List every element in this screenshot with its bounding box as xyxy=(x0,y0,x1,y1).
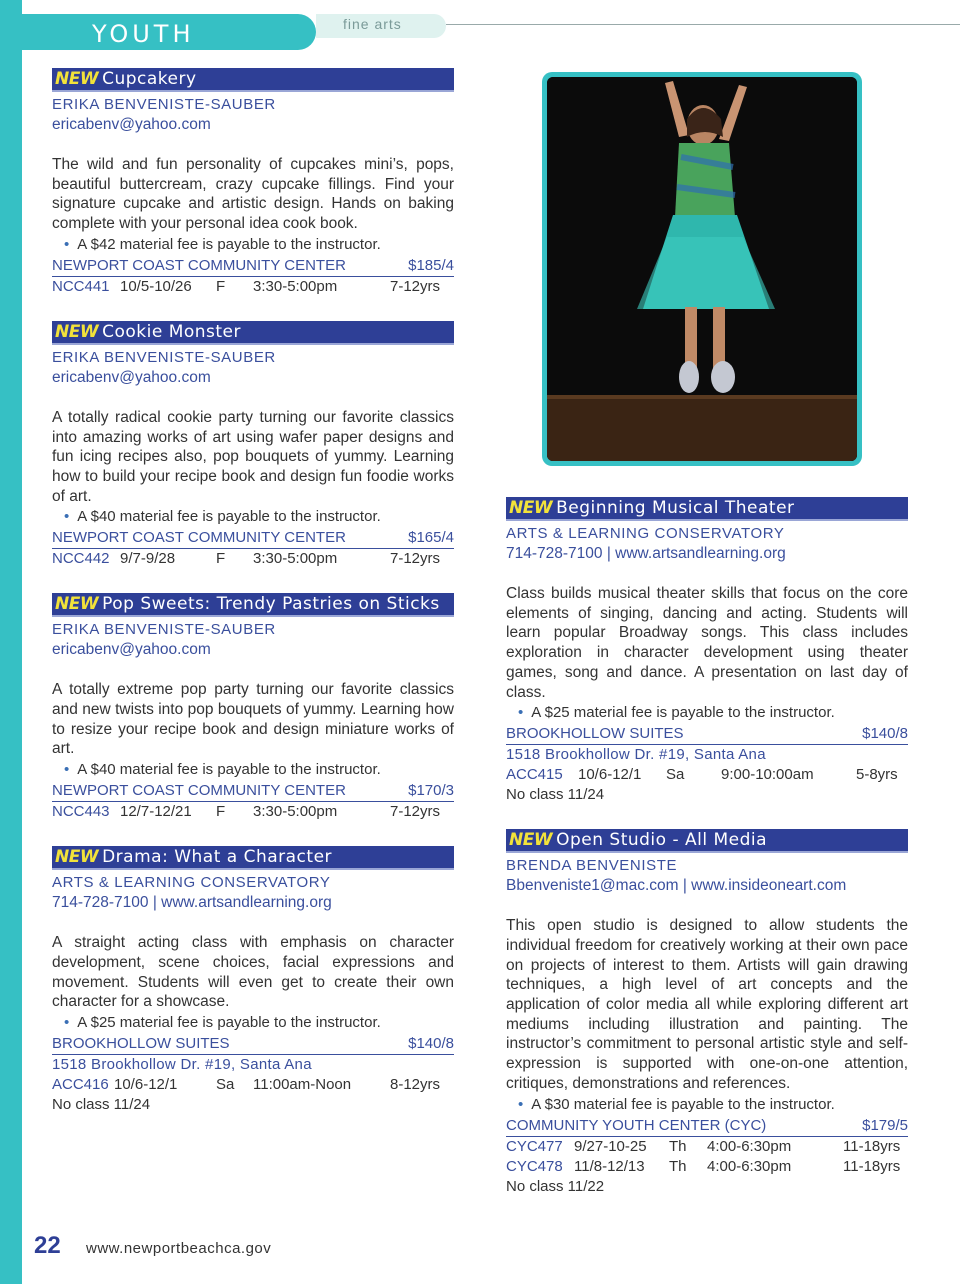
schedule-row xyxy=(506,1157,908,1177)
class-title-bar xyxy=(52,846,454,870)
time: 3:30-5:00pm xyxy=(253,803,338,821)
location-name: BROOKHOLLOW SUITES xyxy=(52,1034,230,1052)
location-line xyxy=(52,781,454,802)
class-code: CYC478 xyxy=(506,1157,563,1175)
new-badge: NEW xyxy=(55,594,99,615)
material-fee xyxy=(506,702,908,724)
new-badge: NEW xyxy=(509,830,553,851)
schedule-row xyxy=(506,1137,908,1157)
fee-text: A $42 material fee is payable to the instructor. xyxy=(77,235,381,253)
class-title-bar xyxy=(52,68,454,92)
ages: 5-8yrs xyxy=(856,766,898,784)
bullet-icon: • xyxy=(64,761,70,779)
schedule-row xyxy=(52,277,454,297)
schedule-row xyxy=(506,765,908,785)
price: $165/4 xyxy=(408,529,454,547)
material-fee xyxy=(52,759,454,781)
dates: 9/27-10-25 xyxy=(574,1137,647,1155)
contact-email-web[interactable]: Bbenveniste1@mac.com | www.insideoneart.com xyxy=(506,877,847,895)
time: 9:00-10:00am xyxy=(721,766,814,784)
class-description: This open studio is designed to allow students the individual freedom for creatively working at their own pace on projects of interest to them. Artists will gain drawing techniques, a high level of art concepts and the application of color media all while exploring different art mediums including illustration and painting. The instructor’s commitment to personal artistic style and self-expression is supported with one-on-one attention, critiques, demonstrations and references. xyxy=(506,917,908,1092)
class-code: CYC477 xyxy=(506,1137,563,1155)
instructor: ARTS & LEARNING CONSERVATORY xyxy=(506,525,785,542)
material-fee xyxy=(506,1094,908,1116)
bullet-icon: • xyxy=(518,1095,524,1113)
photo-frame xyxy=(542,72,862,466)
class-code: ACC415 xyxy=(506,766,563,784)
footer-website-link[interactable]: www.newportbeachca.gov xyxy=(86,1240,272,1257)
class-title: Drama: What a Character xyxy=(102,847,333,868)
location-name: BROOKHOLLOW SUITES xyxy=(506,725,684,743)
location-line xyxy=(52,1034,454,1055)
time: 4:00-6:30pm xyxy=(707,1157,792,1175)
ages: 8-12yrs xyxy=(390,1075,441,1093)
page-number: 22 xyxy=(34,1232,61,1259)
schedule-row xyxy=(52,802,454,822)
contact-phone-web[interactable]: 714-728-7100 | www.artsandlearning.org xyxy=(506,545,786,562)
price: $140/8 xyxy=(862,725,908,743)
address: 1518 Brookhollow Dr. #19, Santa Ana xyxy=(506,746,766,764)
day: Sa xyxy=(216,1075,235,1093)
class-title-bar xyxy=(506,829,908,853)
contact-phone-web[interactable]: 714-728-7100 | www.artsandlearning.org xyxy=(52,894,332,912)
class-cookie-monster xyxy=(52,321,454,570)
material-fee xyxy=(52,1012,454,1034)
new-badge: NEW xyxy=(55,69,99,89)
location-name: NEWPORT COAST COMMUNITY CENTER xyxy=(52,256,346,274)
dates: 9/7-9/28 xyxy=(120,550,176,568)
new-badge: NEW xyxy=(55,321,99,342)
fee-text: A $25 material fee is payable to the instructor. xyxy=(77,1013,381,1031)
class-code: NCC442 xyxy=(52,550,110,568)
instructor: ARTS & LEARNING CONSERVATORY xyxy=(52,874,331,892)
header-rule xyxy=(446,24,960,25)
contact-email[interactable]: ericabenv@yahoo.com xyxy=(52,116,211,133)
time: 3:30-5:00pm xyxy=(253,277,338,295)
class-description: A totally extreme pop party turning our favorite classics and new twists into pop bouquets of yummy. Learning how to resize your recipe book and design miniature works of art. xyxy=(52,681,454,758)
bullet-icon: • xyxy=(64,508,70,526)
ages: 11-18yrs xyxy=(843,1137,901,1155)
time: 4:00-6:30pm xyxy=(707,1137,792,1155)
material-fee xyxy=(52,234,454,256)
section-title: YOUTH xyxy=(92,20,195,48)
day: Sa xyxy=(666,766,685,784)
location-name: NEWPORT COAST COMMUNITY CENTER xyxy=(52,782,346,800)
location-line xyxy=(506,1116,908,1137)
schedule-row xyxy=(52,1075,454,1095)
class-title: Pop Sweets: Trendy Pastries on Sticks xyxy=(102,594,440,615)
instructor: ERIKA BENVENISTE-SAUBER xyxy=(52,621,276,639)
dates: 10/6-12/1 xyxy=(114,1075,178,1093)
ages: 7-12yrs xyxy=(390,277,441,295)
schedule-row xyxy=(52,549,454,569)
fee-text: A $40 material fee is payable to the instructor. xyxy=(77,761,381,779)
right-column xyxy=(506,497,908,1221)
class-title-bar xyxy=(52,593,454,617)
instructor: ERIKA BENVENISTE-SAUBER xyxy=(52,96,276,113)
class-title-bar xyxy=(52,321,454,345)
new-badge: NEW xyxy=(509,498,553,518)
fee-text: A $25 material fee is payable to the instructor. xyxy=(531,704,835,722)
dates: 11/8-12/13 xyxy=(574,1157,645,1175)
class-musical-theater xyxy=(506,497,908,805)
day: F xyxy=(216,803,226,821)
no-class-note: No class 11/22 xyxy=(506,1177,605,1195)
no-class-note: No class 11/24 xyxy=(52,1095,151,1113)
contact-email[interactable]: ericabenv@yahoo.com xyxy=(52,641,211,659)
class-title: Cookie Monster xyxy=(102,321,242,342)
dancer-photo xyxy=(547,77,857,461)
fee-text: A $30 material fee is payable to the instructor. xyxy=(531,1095,835,1113)
location-line xyxy=(506,724,908,745)
left-column xyxy=(52,68,454,1139)
day: Th xyxy=(669,1157,687,1175)
ages: 11-18yrs xyxy=(843,1157,901,1175)
class-description: Class builds musical theater skills that focus on the core elements of singing, dancing and acting. Students will learn popular Broadway songs. This class includes exploration in character development using theater games, song and dance. A presentation on last day of class. xyxy=(506,585,908,701)
class-title: Beginning Musical Theater xyxy=(556,498,795,518)
price: $179/5 xyxy=(862,1116,908,1134)
material-fee xyxy=(52,506,454,528)
class-cupcakery xyxy=(52,68,454,297)
location-line xyxy=(52,256,454,277)
new-badge: NEW xyxy=(55,847,99,868)
category-title: fine arts xyxy=(343,16,402,32)
left-accent-bar xyxy=(0,0,22,1284)
address: 1518 Brookhollow Dr. #19, Santa Ana xyxy=(52,1055,312,1073)
location-name: COMMUNITY YOUTH CENTER (CYC) xyxy=(506,1116,767,1134)
bullet-icon: • xyxy=(64,235,70,253)
class-title: Cupcakery xyxy=(102,69,197,89)
location-line xyxy=(52,528,454,549)
day: Th xyxy=(669,1137,687,1155)
price: $185/4 xyxy=(408,256,454,274)
price: $170/3 xyxy=(408,782,454,800)
dancer-illustration xyxy=(547,77,857,461)
location-name: NEWPORT COAST COMMUNITY CENTER xyxy=(52,529,346,547)
instructor: BRENDA BENVENISTE xyxy=(506,857,678,875)
class-description: The wild and fun personality of cupcakes mini’s, pops, beautiful buttercream, crazy cupcake fillings. Find your signature cupcake and artistic design. Hands on baking complete with your personal idea cook book. xyxy=(52,156,454,233)
class-description: A straight acting class with emphasis on character development, scene choices, facial expressions and movement. Students will even get to create their own character for a showcase. xyxy=(52,934,454,1011)
time: 3:30-5:00pm xyxy=(253,550,338,568)
bullet-icon: • xyxy=(64,1013,70,1031)
class-code: ACC416 xyxy=(52,1075,109,1093)
dates: 10/5-10/26 xyxy=(120,277,192,295)
day: F xyxy=(216,550,226,568)
time: 11:00am-Noon xyxy=(253,1075,352,1093)
ages: 7-12yrs xyxy=(390,803,441,821)
class-drama xyxy=(52,846,454,1115)
class-pop-sweets xyxy=(52,593,454,822)
no-class-note: No class 11/24 xyxy=(506,786,605,804)
ages: 7-12yrs xyxy=(390,550,441,568)
class-code: NCC443 xyxy=(52,803,110,821)
price: $140/8 xyxy=(408,1034,454,1052)
fee-text: A $40 material fee is payable to the instructor. xyxy=(77,508,381,526)
contact-email[interactable]: ericabenv@yahoo.com xyxy=(52,368,211,386)
class-title: Open Studio - All Media xyxy=(556,830,768,851)
dates: 10/6-12/1 xyxy=(578,766,642,784)
class-open-studio xyxy=(506,829,908,1196)
bullet-icon: • xyxy=(518,704,524,722)
day: F xyxy=(216,277,226,295)
instructor: ERIKA BENVENISTE-SAUBER xyxy=(52,348,276,366)
class-title-bar xyxy=(506,497,908,521)
class-code: NCC441 xyxy=(52,277,110,295)
class-description: A totally radical cookie party turning our favorite classics into amazing works of art using wafer paper designs and fun icing recipes also, pop bouquets of yummy. Learning how to build your recipe book and design fun foodie works of art. xyxy=(52,408,454,505)
dates: 12/7-12/21 xyxy=(120,803,192,821)
